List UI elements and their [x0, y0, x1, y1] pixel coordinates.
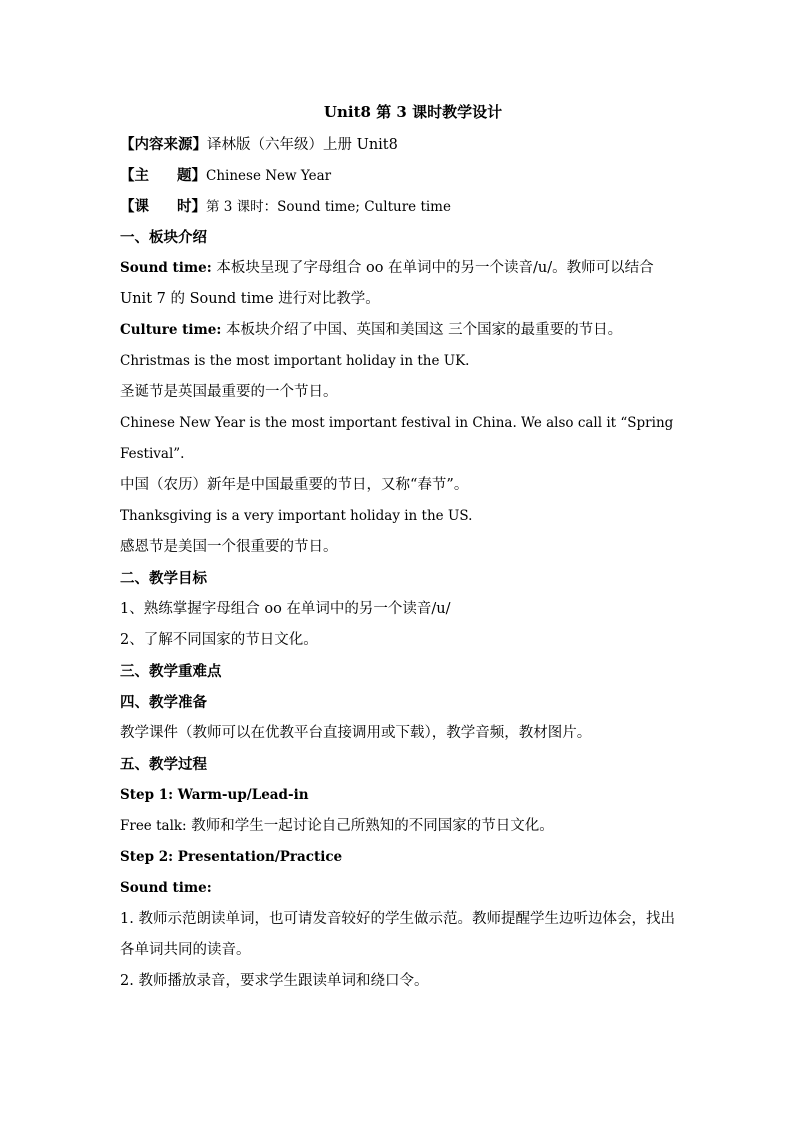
period-value: 第 3 课时：Sound time; Culture time [206, 199, 451, 215]
free-talk-text: 教师和学生一起讨论自己所熟知的不同国家的节日文化。 [186, 818, 554, 834]
objective-item-2: 2、了解不同国家的节日文化。 [120, 632, 318, 648]
source-label: 【内容来源】 [120, 136, 207, 153]
sound-time-label: Sound time: [120, 260, 212, 276]
topic-value: Chinese New Year [206, 168, 332, 184]
preparation-text: 教学课件（教师可以在优教平台直接调用或下载），教学音频，教材图片。 [120, 725, 592, 741]
culture-english-1: Christmas is the most important holiday in the UK. [120, 353, 470, 369]
culture-english-3: Thanksgiving is a very important holiday in the US. [120, 508, 473, 524]
free-talk-line [120, 811, 680, 842]
culture-english-2: Chinese New Year is the most important festival in China. We also call it “Spring Festival”. [120, 415, 674, 462]
period-line [120, 191, 680, 222]
culture-time-text: 本板块介绍了中国、英国和美国这 三个国家的最重要的节日。 [221, 322, 623, 338]
objective-item-1: 1、熟练掌握字母组合 oo 在单词中的另一个读音/u/ [120, 601, 451, 617]
section2-heading: 二、教学目标 [120, 570, 207, 587]
sound-time-subheading: Sound time: [120, 880, 212, 896]
section4-heading: 四、教学准备 [120, 694, 207, 711]
culture-chinese-2: 中国（农历）新年是中国最重要的节日，又称“春节”。 [120, 477, 469, 493]
section5-heading: 五、教学过程 [120, 756, 207, 773]
culture-time-label: Culture time: [120, 322, 222, 338]
period-label-end: 时】 [177, 198, 206, 215]
section1-heading: 一、板块介绍 [120, 229, 207, 246]
document-page [120, 98, 680, 997]
culture-chinese-1: 圣诞节是英国最重要的一个节日。 [120, 384, 338, 400]
free-talk-label: Free talk: [120, 818, 187, 834]
source-line [120, 129, 680, 160]
section3-heading: 三、教学重难点 [120, 663, 222, 680]
topic-label-end: 题】 [177, 167, 206, 184]
culture-chinese-3: 感恩节是美国一个很重要的节日。 [120, 539, 338, 555]
procedure-item-2: 2. 教师播放录音，要求学生跟读单词和绕口令。 [120, 973, 429, 989]
culture-time-paragraph [120, 315, 680, 346]
period-label-start: 【课 [120, 198, 149, 215]
topic-line [120, 160, 680, 191]
sound-time-text: 本板块呈现了字母组合 oo 在单词中的另一个读音/u/。教师可以结合 Unit 7 的 Sound time 进行对比教学。 [120, 260, 654, 307]
step1-heading: Step 1: Warm-up/Lead-in [120, 787, 309, 803]
topic-label-start: 【主 [120, 167, 149, 184]
step2-heading: Step 2: Presentation/Practice [120, 849, 343, 865]
sound-time-paragraph [120, 253, 680, 315]
procedure-item-1: 1. 教师示范朗读单词，也可请发音较好的学生做示范。教师提醒学生边听边体会，找出各单词共同的读音。 [120, 911, 675, 958]
source-value: 译林版（六年级）上册 Unit8 [207, 137, 398, 153]
document-title: Unit8 第 3 课时教学设计 [323, 103, 503, 121]
